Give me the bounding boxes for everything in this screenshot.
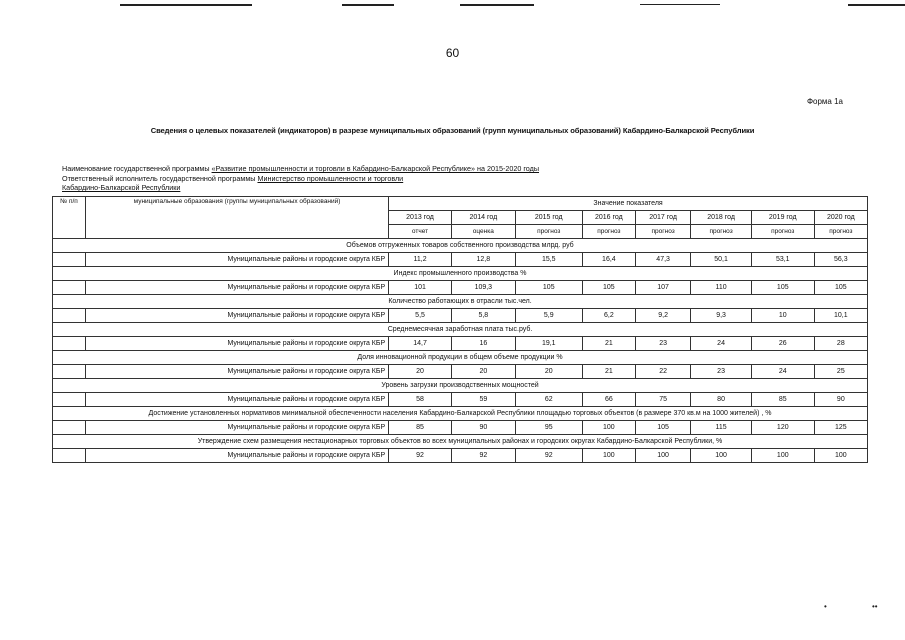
executor-name-cont: Кабардино-Балкарской Республики — [62, 183, 181, 192]
kind-header: отчет — [389, 225, 452, 239]
value-cell: 85 — [751, 393, 814, 407]
value-cell: 100 — [691, 449, 752, 463]
year-header: 2017 год — [635, 211, 690, 225]
kind-header: прогноз — [635, 225, 690, 239]
section-row — [53, 267, 868, 281]
kind-header: прогноз — [751, 225, 814, 239]
row-label: Муниципальные районы и городские округа КБР — [85, 309, 388, 323]
scan-artifact-line — [640, 4, 720, 5]
value-cell: 92 — [389, 449, 452, 463]
scan-artifact-line — [460, 4, 534, 6]
value-cell: 59 — [451, 393, 515, 407]
executor-line-cont — [62, 183, 180, 192]
value-cell: 23 — [691, 365, 752, 379]
table-row — [53, 337, 868, 351]
year-header: 2018 год — [691, 211, 752, 225]
value-cell: 10,1 — [814, 309, 867, 323]
value-cell: 21 — [582, 365, 635, 379]
program-prefix: Наименование государственной программы — [62, 164, 212, 173]
program-line — [62, 164, 539, 173]
year-header: 2020 год — [814, 211, 867, 225]
value-cell: 105 — [751, 281, 814, 295]
section-title: Доля инновационной продукции в общем объеме продукции % — [53, 351, 868, 365]
value-cell: 25 — [814, 365, 867, 379]
value-cell: 24 — [691, 337, 752, 351]
row-number-cell — [53, 449, 86, 463]
kind-header: прогноз — [515, 225, 582, 239]
section-title: Индекс промышленного производства % — [53, 267, 868, 281]
indicators-table — [52, 196, 868, 463]
year-header: 2014 год — [451, 211, 515, 225]
section-row — [53, 407, 868, 421]
value-cell: 105 — [515, 281, 582, 295]
value-cell: 100 — [751, 449, 814, 463]
value-cell: 19,1 — [515, 337, 582, 351]
section-title: Достижение установленных нормативов минимальной обеспеченности населения Кабардино-Балкарской Республики площадью торговых объектов (в размере 370 кв.м на 1000 жителей) , % — [53, 407, 868, 421]
scan-mark: •• — [872, 602, 878, 611]
kind-header: оценка — [451, 225, 515, 239]
row-number-cell — [53, 253, 86, 267]
value-cell: 22 — [635, 365, 690, 379]
executor-name: Министерство промышленности и торговли — [257, 174, 404, 183]
row-label: Муниципальные районы и городские округа КБР — [85, 253, 388, 267]
year-header: 2015 год — [515, 211, 582, 225]
value-cell: 90 — [814, 393, 867, 407]
section-row — [53, 379, 868, 393]
value-cell: 9,2 — [635, 309, 690, 323]
value-cell: 15,5 — [515, 253, 582, 267]
form-label: Форма 1а — [806, 97, 843, 106]
table-row — [53, 393, 868, 407]
row-label: Муниципальные районы и городские округа КБР — [85, 421, 388, 435]
value-cell: 125 — [814, 421, 867, 435]
scan-artifact-line — [848, 4, 905, 6]
value-cell: 47,3 — [635, 253, 690, 267]
value-cell: 5,9 — [515, 309, 582, 323]
row-label: Муниципальные районы и городские округа КБР — [85, 449, 388, 463]
year-header: 2013 год — [389, 211, 452, 225]
value-cell: 58 — [389, 393, 452, 407]
value-cell: 80 — [691, 393, 752, 407]
row-number-cell — [53, 309, 86, 323]
value-cell: 53,1 — [751, 253, 814, 267]
scan-mark: • — [824, 602, 827, 611]
value-cell: 100 — [582, 421, 635, 435]
value-cell: 16 — [451, 337, 515, 351]
section-title: Количество работающих в отрасли тыс.чел. — [53, 295, 868, 309]
section-row — [53, 295, 868, 309]
value-cell: 5,5 — [389, 309, 452, 323]
section-row — [53, 239, 868, 253]
year-header: 2016 год — [582, 211, 635, 225]
value-cell: 109,3 — [451, 281, 515, 295]
value-cell: 85 — [389, 421, 452, 435]
value-cell: 92 — [515, 449, 582, 463]
document-title: Сведения о целевых показателей (индикаторов) в разрезе муниципальных образований (групп муниципальных образований) Кабардино-Балкарской Республики — [150, 126, 755, 135]
table-row — [53, 421, 868, 435]
value-cell: 75 — [635, 393, 690, 407]
value-cell: 100 — [814, 449, 867, 463]
value-cell: 20 — [389, 365, 452, 379]
value-cell: 6,2 — [582, 309, 635, 323]
kind-header: прогноз — [582, 225, 635, 239]
value-cell: 56,3 — [814, 253, 867, 267]
kind-header: прогноз — [814, 225, 867, 239]
row-number-cell — [53, 337, 86, 351]
col-header-value: Значение показателя — [389, 197, 868, 211]
section-title: Среднемесячная заработная плата тыс.руб. — [53, 323, 868, 337]
row-number-cell — [53, 281, 86, 295]
value-cell: 105 — [582, 281, 635, 295]
section-title: Объемов отгруженных товаров собственного производства млрд. руб — [53, 239, 868, 253]
executor-line — [62, 174, 403, 183]
col-header-num: № п/п — [53, 197, 86, 239]
value-cell: 105 — [814, 281, 867, 295]
row-label: Муниципальные районы и городские округа КБР — [85, 337, 388, 351]
value-cell: 95 — [515, 421, 582, 435]
section-title: Утверждение схем размещения нестационарных торговых объектов во всех муниципальных районах и городских округах Кабардино-Балкарской Республики, % — [53, 435, 868, 449]
row-number-cell — [53, 365, 86, 379]
value-cell: 66 — [582, 393, 635, 407]
value-cell: 11,2 — [389, 253, 452, 267]
table-row — [53, 281, 868, 295]
value-cell: 20 — [451, 365, 515, 379]
kind-header: прогноз — [691, 225, 752, 239]
value-cell: 21 — [582, 337, 635, 351]
table-row — [53, 309, 868, 323]
row-label: Муниципальные районы и городские округа КБР — [85, 365, 388, 379]
value-cell: 10 — [751, 309, 814, 323]
section-row — [53, 351, 868, 365]
value-cell: 28 — [814, 337, 867, 351]
value-cell: 12,8 — [451, 253, 515, 267]
value-cell: 24 — [751, 365, 814, 379]
value-cell: 23 — [635, 337, 690, 351]
year-header: 2019 год — [751, 211, 814, 225]
program-name: «Развитие промышленности и торговли в Кабардино-Балкарской Республике» на 2015-2020 годы — [211, 164, 539, 173]
value-cell: 120 — [751, 421, 814, 435]
table-row — [53, 449, 868, 463]
value-cell: 105 — [635, 421, 690, 435]
table-row — [53, 253, 868, 267]
section-title: Уровень загрузки производственных мощностей — [53, 379, 868, 393]
row-label: Муниципальные районы и городские округа КБР — [85, 281, 388, 295]
scan-artifact-line — [120, 4, 252, 6]
value-cell: 26 — [751, 337, 814, 351]
section-row — [53, 323, 868, 337]
value-cell: 90 — [451, 421, 515, 435]
value-cell: 115 — [691, 421, 752, 435]
table-row — [53, 365, 868, 379]
value-cell: 92 — [451, 449, 515, 463]
value-cell: 100 — [635, 449, 690, 463]
value-cell: 50,1 — [691, 253, 752, 267]
header-row-1 — [53, 197, 868, 211]
row-label: Муниципальные районы и городские округа КБР — [85, 393, 388, 407]
row-number-cell — [53, 393, 86, 407]
value-cell: 9,3 — [691, 309, 752, 323]
value-cell: 14,7 — [389, 337, 452, 351]
value-cell: 110 — [691, 281, 752, 295]
value-cell: 107 — [635, 281, 690, 295]
value-cell: 5,8 — [451, 309, 515, 323]
scan-artifact-line — [342, 4, 394, 6]
page-number: 60 — [445, 46, 460, 60]
row-number-cell — [53, 421, 86, 435]
value-cell: 62 — [515, 393, 582, 407]
section-row — [53, 435, 868, 449]
value-cell: 16,4 — [582, 253, 635, 267]
col-header-muni: муниципальные образования (группы муниципальных образований) — [85, 197, 388, 239]
executor-prefix: Ответственный исполнитель государственной программы — [62, 174, 258, 183]
value-cell: 20 — [515, 365, 582, 379]
value-cell: 100 — [582, 449, 635, 463]
value-cell: 101 — [389, 281, 452, 295]
